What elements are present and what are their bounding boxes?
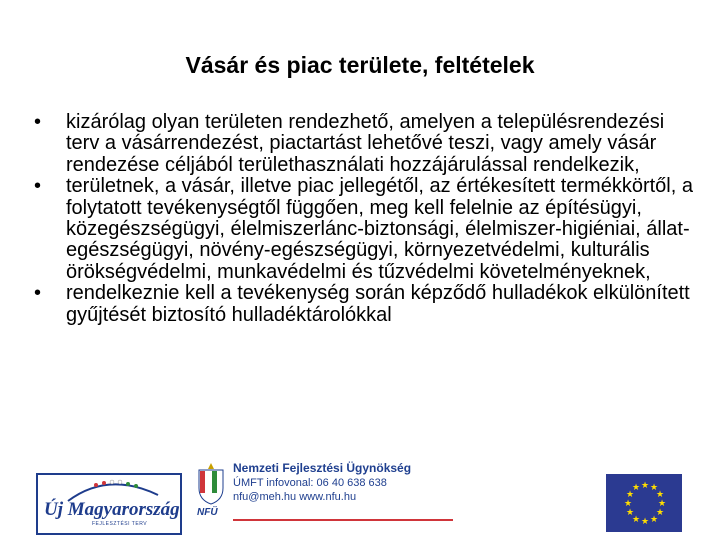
svg-text:★: ★	[626, 490, 635, 500]
bullet-item	[34, 283, 694, 326]
bullet-text: rendelkeznie kell a tevékenység során képződő hulladékok elkülönített gyűjtését biztosító hulladéktárolókkal	[66, 282, 690, 326]
bullet-text: kizárólag olyan területen rendezhető, amelyen a településrendezési terv a vásárrendezést, piactartást lehetővé teszi, vagy amely vásár rendezése céljából területhasználati hozzájárulással rendelkezik,	[66, 111, 665, 176]
svg-text:★: ★	[656, 490, 665, 500]
bullet-dot: •	[34, 282, 42, 305]
bullet-item	[34, 176, 694, 283]
nfu-contact-block	[233, 461, 503, 521]
phone-line: ÚMFT infovonal: 06 40 638 638	[233, 477, 387, 489]
email-web-line: nfu@meh.hu www.nfu.hu	[233, 491, 357, 503]
divider-red-line	[233, 519, 453, 521]
agency-name: Nemzeti Fejlesztési Ügynökség	[233, 461, 412, 475]
svg-text:★: ★	[632, 515, 641, 525]
svg-text:★: ★	[624, 499, 633, 509]
svg-text:★: ★	[641, 517, 650, 527]
slide-title: Vásár és piac területe, feltételek	[185, 52, 535, 78]
svg-text:★: ★	[632, 483, 641, 493]
bullet-dot: •	[34, 175, 42, 198]
uj-magyarorszag-logo	[36, 473, 182, 535]
bullet-dot: •	[34, 111, 42, 133]
hungary-crest-icon	[194, 461, 228, 517]
svg-text:★: ★	[656, 508, 665, 518]
bullet-list	[34, 112, 694, 326]
bullet-text: területnek, a vásár, illetve piac jellegétől, az értékesített termékkörtől, a folytatott tevékenységtől függően, meg kell felelnie az építésügyi, közegészségügyi, élelmiszerlánc-biztonsági, élelmiszer-higiéniai, állat-egészségügyi, növény-egészségügyi, környezetvédelmi, kulturális örökségvédelmi, munkavédelmi és tűzvédelmi követelményeknek,	[66, 175, 693, 283]
svg-text:★: ★	[641, 481, 650, 491]
uj-magyarorszag-text: Új Magyarország	[44, 499, 180, 520]
svg-text:★: ★	[650, 515, 659, 525]
nfu-emblem-text: NFÜ	[197, 507, 218, 517]
svg-text:★: ★	[658, 499, 667, 509]
bullet-item	[34, 112, 694, 176]
svg-text:★: ★	[650, 483, 659, 493]
fejlesztesi-terv-text: FEJLESZTÉSI TERV	[92, 521, 148, 527]
nfu-emblem	[194, 461, 228, 517]
eu-flag	[606, 474, 682, 532]
svg-text:★: ★	[626, 508, 635, 518]
eu-stars-icon	[606, 474, 682, 532]
footer-logos	[0, 455, 720, 540]
